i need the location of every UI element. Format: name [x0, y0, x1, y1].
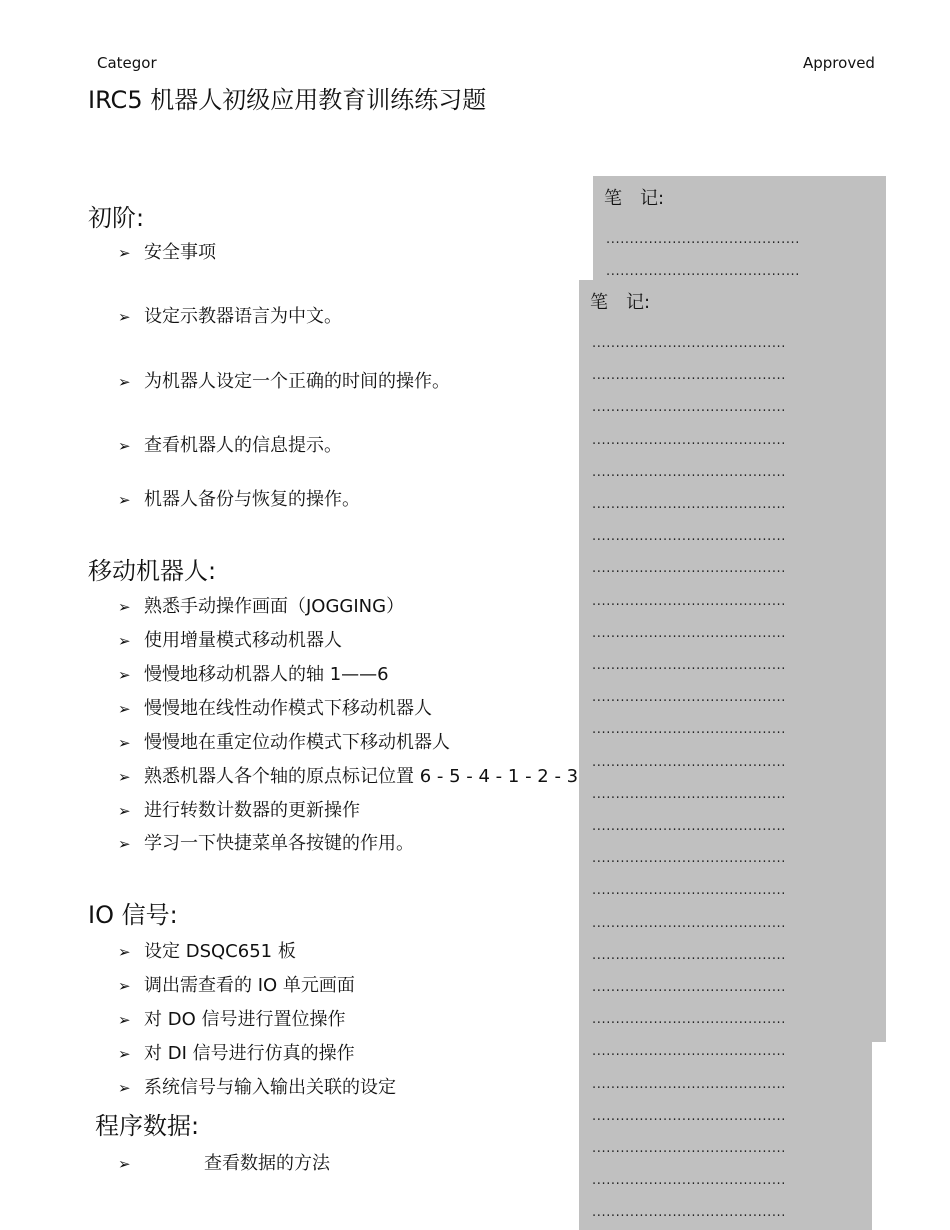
- list-item-text: 使用增量模式移动机器人: [144, 630, 342, 651]
- front-note-line: .........................................: [592, 593, 787, 609]
- list-item: [118, 971, 355, 997]
- arrow-bullet-icon: ➢: [118, 491, 131, 509]
- front-note-line: .........................................: [592, 497, 787, 512]
- section-heading-moving-robot: 移动机器人:: [88, 557, 217, 585]
- list-item-text: 安全事项: [144, 242, 216, 263]
- list-item: [118, 1073, 396, 1099]
- list-item: [118, 1039, 355, 1065]
- back-note-line: .........................................: [606, 232, 801, 247]
- arrow-bullet-icon: ➢: [118, 244, 131, 262]
- front-note-line: .........................................: [592, 1076, 787, 1092]
- arrow-bullet-icon: ➢: [118, 632, 131, 650]
- arrow-bullet-icon: ➢: [118, 598, 131, 616]
- list-item: [118, 694, 432, 720]
- list-item-text: 慢慢地在线性动作模式下移动机器人: [144, 698, 432, 719]
- list-item: [118, 728, 450, 754]
- list-item-text: 系统信号与输入输出关联的设定: [144, 1077, 396, 1098]
- list-item-text: 调出需查看的 IO 单元画面: [144, 975, 355, 996]
- list-item: [118, 796, 360, 822]
- front-note-line: .........................................: [592, 1141, 787, 1156]
- front-note-line: .........................................: [592, 1205, 787, 1221]
- front-note-line: .........................................: [592, 529, 787, 545]
- section-heading-program-data: 程序数据:: [95, 1112, 200, 1140]
- front-note-line: .........................................: [592, 722, 787, 738]
- list-item-text: 熟悉机器人各个轴的原点标记位置 6 - 5 - 4 - 1 - 2 - 3: [144, 766, 579, 787]
- list-item-text: 机器人备份与恢复的操作。: [144, 489, 360, 510]
- list-item-text: 设定示教器语言为中文。: [144, 306, 342, 327]
- document-title: IRC5 机器人初级应用教育训练练习题: [88, 86, 487, 114]
- arrow-bullet-icon: ➢: [118, 373, 131, 391]
- arrow-bullet-icon: ➢: [118, 308, 131, 326]
- list-item: [118, 302, 342, 328]
- front-note-line: .........................................: [592, 658, 787, 673]
- front-note-line: .........................................: [592, 883, 787, 899]
- list-item-text: 设定 DSQC651 板: [144, 941, 296, 962]
- front-note-line: .........................................: [592, 432, 787, 448]
- front-note-line: .........................................: [592, 819, 787, 834]
- arrow-bullet-icon: ➢: [118, 666, 131, 684]
- arrow-bullet-icon: ➢: [118, 943, 131, 961]
- list-item-text: 对 DO 信号进行置位操作: [144, 1009, 346, 1030]
- front-note-line: .........................................: [592, 1108, 787, 1124]
- list-item-text: 慢慢地移动机器人的轴 1——6: [144, 664, 389, 685]
- front-note-line: .........................................: [592, 980, 787, 995]
- list-item: [118, 485, 360, 511]
- arrow-bullet-icon: ➢: [118, 1079, 131, 1097]
- front-note-line: .........................................: [592, 1173, 787, 1189]
- front-note-line: .........................................: [592, 1012, 787, 1028]
- list-item: [118, 660, 389, 686]
- arrow-bullet-icon: ➢: [118, 768, 131, 786]
- arrow-bullet-icon: ➢: [118, 1011, 131, 1029]
- list-item: [118, 1005, 345, 1031]
- list-item-text: 查看数据的方法: [204, 1153, 330, 1174]
- arrow-bullet-icon: ➢: [118, 977, 131, 995]
- front-note-line: .........................................: [592, 915, 787, 931]
- list-item-text: 熟悉手动操作画面（JOGGING）: [144, 596, 405, 617]
- list-item: [118, 431, 342, 457]
- list-item: [118, 626, 342, 652]
- section-heading-basics: 初阶:: [88, 204, 145, 232]
- front-note-line: .........................................: [592, 754, 787, 770]
- front-note-line: .........................................: [592, 625, 787, 641]
- front-note-line: .........................................: [592, 947, 787, 963]
- arrow-bullet-icon: ➢: [118, 1045, 131, 1063]
- list-item: [118, 937, 296, 963]
- list-item-text: 进行转数计数器的更新操作: [144, 800, 360, 821]
- list-item-text: 对 DI 信号进行仿真的操作: [144, 1043, 355, 1064]
- category-label: Categor: [97, 54, 157, 72]
- list-item: [118, 762, 578, 788]
- notes-panel-front: [579, 280, 872, 1230]
- list-item: [118, 829, 414, 855]
- list-item-text: 慢慢地在重定位动作模式下移动机器人: [144, 732, 450, 753]
- front-note-line: .........................................: [592, 400, 787, 416]
- front-note-line: .........................................: [592, 464, 787, 480]
- front-note-line: .........................................: [592, 851, 787, 867]
- back-note-line: .........................................: [606, 264, 801, 279]
- front-note-line: .........................................: [592, 786, 787, 802]
- front-note-line: .........................................: [592, 336, 787, 351]
- arrow-bullet-icon: ➢: [118, 734, 131, 752]
- arrow-bullet-icon: ➢: [118, 700, 131, 718]
- approval-label: Approved: [803, 54, 875, 72]
- arrow-bullet-icon: ➢: [118, 802, 131, 820]
- list-item: [118, 367, 450, 393]
- front-note-line: .........................................: [592, 368, 787, 384]
- list-item: [118, 1149, 330, 1175]
- front-note-line: .........................................: [592, 690, 787, 706]
- arrow-bullet-icon: ➢: [118, 835, 131, 853]
- list-item-text: 学习一下快捷菜单各按键的作用。: [144, 833, 414, 854]
- front-note-line: .........................................: [592, 561, 787, 577]
- arrow-bullet-icon: ➢: [118, 1155, 131, 1173]
- front-note-line: .........................................: [592, 1044, 787, 1060]
- notes-label-back: 笔 记:: [604, 188, 665, 209]
- list-item-text: 查看机器人的信息提示。: [144, 435, 342, 456]
- section-heading-io-signals: IO 信号:: [88, 901, 178, 929]
- list-item-text: 为机器人设定一个正确的时间的操作。: [144, 371, 450, 392]
- arrow-bullet-icon: ➢: [118, 437, 131, 455]
- list-item: [118, 592, 404, 618]
- list-item: [118, 238, 216, 264]
- notes-label-front: 笔 记:: [590, 292, 651, 313]
